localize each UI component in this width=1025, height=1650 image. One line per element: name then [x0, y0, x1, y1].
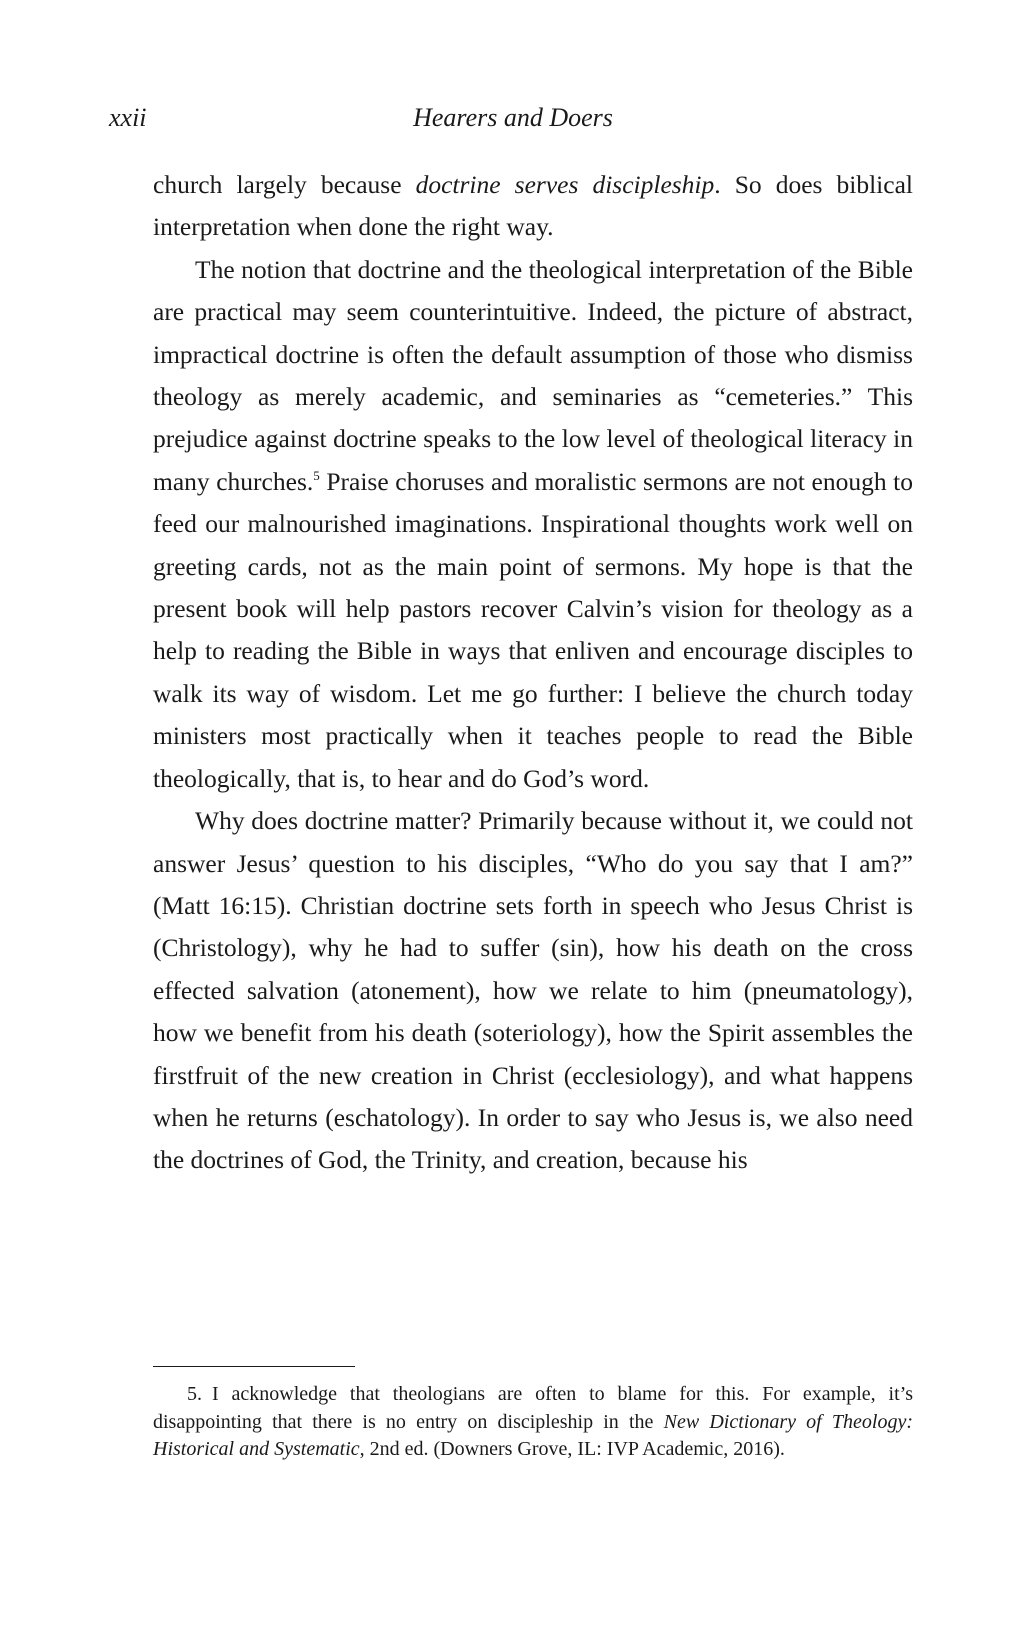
footnote-text-a: I acknowledge that theologians are often to blame for this. For example, it’s disappointing that there is no entry on discipleship in the [153, 1383, 913, 1433]
footnote-emphasis: New Dictionary of Theology: Historical and Systematic [153, 1410, 914, 1460]
paragraph-2 [153, 249, 913, 800]
paragraph-1-text-a: church largely because [153, 170, 416, 199]
paragraph-2-text-a: The notion that doctrine and the theological interpretation of the Bible are practical may seem counterintuitive. Indeed, the picture of abstract, impractical doctrine is often the default assumption of those who dismiss theology as merely academic, and seminaries as “cemeteries.” This prejudice against doctrine speaks to the low level of theological literacy in many churches. [153, 254, 913, 496]
paragraph-3-text: Why does doctrine matter? Primarily because without it, we could not answer Jesus’ question to his disciples, “Who do you say that I am?” (Matt 16:15). Christian doctrine sets forth in speech who Jesus Christ is (Christology), why he had to suffer (sin), how his death on the cross effected salvation (atonement), how we relate to him (pneumatology), how we benefit from his death (soteriology), how the Spirit assembles the firstfruit of the new creation in Christ (ecclesiology), and what happens when he returns (eschatology). In order to say who Jesus is, we also need the doctrines of God, the Trinity, and creation, because his [153, 806, 913, 1175]
footnote-reference: 5 [313, 467, 320, 483]
footnote-text-b: , 2nd ed. (Downers Grove, IL: IVP Academic, 2016). [359, 1438, 785, 1460]
running-head-title: Hearers and Doers [413, 103, 613, 132]
paragraph-1-text-b: . So does biblical interpretation when done the right way. [153, 170, 913, 242]
paragraph-1 [153, 164, 913, 249]
paragraph-1-emphasis: doctrine serves discipleship [415, 170, 715, 199]
footnote [153, 1381, 913, 1464]
paragraph-2-text-b: Praise choruses and moralistic sermons are not enough to feed our malnourished imaginations. Inspirational thoughts work well on greeting cards, not as the main point of sermons. My hope is that the present book will help pastors recover Calvin’s vision for theology as a help to reading the Bible in ways that enliven and encourage disciples to walk its way of wisdom. Let me go further: I believe the church today ministers most practically when it teaches people to read the Bible theologically, that is, to hear and do God’s word. [153, 466, 913, 793]
footnote-divider [153, 1366, 355, 1367]
footnote-number: 5. [187, 1383, 202, 1405]
page-number: xxii [109, 103, 147, 132]
running-head [109, 101, 917, 135]
paragraph-3 [153, 800, 913, 1182]
body-text [153, 164, 913, 1182]
